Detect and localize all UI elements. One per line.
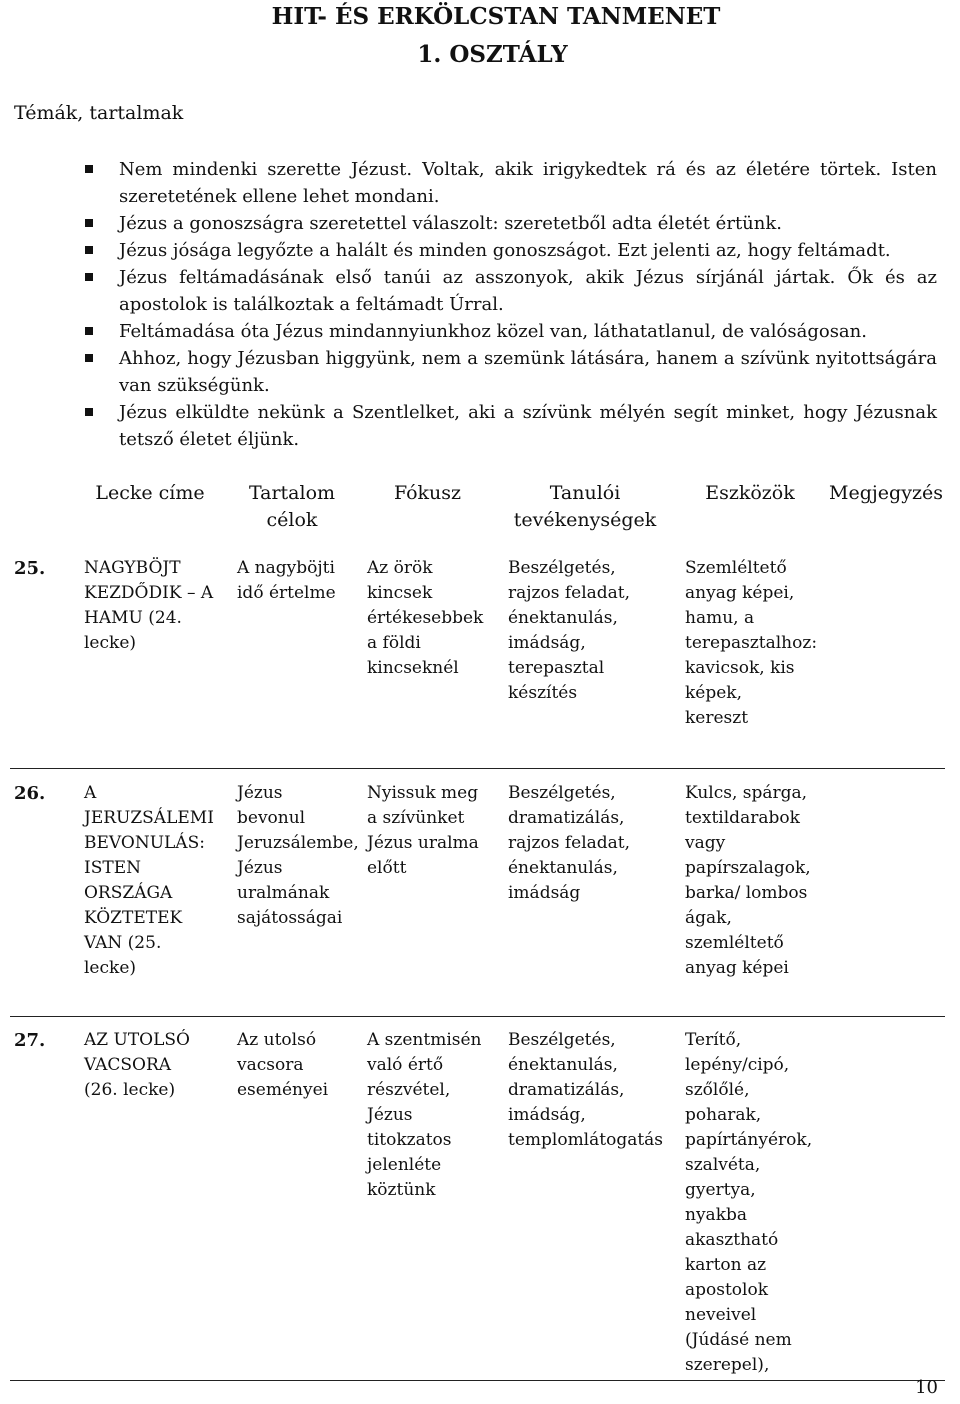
col-header-lesson-title: Lecke címe xyxy=(95,482,205,504)
topic-bullet-list xyxy=(85,156,937,453)
lesson-content: A nagyböjti idő értelme xyxy=(237,558,336,603)
square-bullet-icon xyxy=(85,219,93,227)
lesson-title: AZ UTOLSÓ VACSORA (26. lecke) xyxy=(84,1030,190,1100)
row-divider xyxy=(10,1380,945,1381)
square-bullet-icon xyxy=(85,246,93,254)
col-header-content-goals: Tartalom célok xyxy=(248,482,336,531)
bullet-item: Feltámadása óta Jézus mindannyiunkhoz közel van, láthatatlanul, de valóságosan. xyxy=(85,318,937,345)
lesson-content: Jézus bevonul Jeruzsálembe, Jézus uralmának sajátosságai xyxy=(237,783,359,928)
lesson-content: Az utolsó vacsora eseményei xyxy=(237,1030,329,1100)
col-header-notes: Megjegyzés xyxy=(829,482,943,504)
bullet-item: Ahhoz, hogy Jézusban higgyünk, nem a szemünk látására, hanem a szívünk nyitottságára van szükségünk. xyxy=(85,345,937,399)
lesson-tools: Szemléltető anyag képei, hamu, a terepasztalhoz: kavicsok, kis képek, kereszt xyxy=(685,558,818,728)
lesson-number: 26. xyxy=(14,783,46,804)
page-number: 10 xyxy=(915,1377,938,1398)
square-bullet-icon xyxy=(85,273,93,281)
topics-label: Témák, tartalmak xyxy=(14,102,184,124)
square-bullet-icon xyxy=(85,408,93,416)
lesson-focus: Az örök kincsek értékesebbek a földi kincseknél xyxy=(367,558,484,678)
bullet-item: Jézus feltámadásának első tanúi az asszonyok, akik Jézus sírjánál jártak. Ők és az apostolok is találkoztak a feltámadt Úrral. xyxy=(85,264,937,318)
bullet-item: Jézus a gonoszságra szeretettel válaszolt: szeretetből adta életét értünk. xyxy=(85,210,937,237)
lesson-tools: Kulcs, spárga, textildarabok vagy papírszalagok, barka/ lombos ágak, szemléltető anyag képei xyxy=(685,783,811,978)
square-bullet-icon xyxy=(85,327,93,335)
document-subtitle: 1. OSZTÁLY xyxy=(417,41,568,68)
col-header-tools: Eszközök xyxy=(705,482,795,504)
lesson-title: NAGYBÖJT KEZDŐDIK – A HAMU (24. lecke) xyxy=(84,558,214,653)
square-bullet-icon xyxy=(85,354,93,362)
lesson-focus: Nyissuk meg a szívünket Jézus uralma előtt xyxy=(367,783,479,878)
lesson-activities: Beszélgetés, rajzos feladat, énektanulás, imádság, terepasztal készítés xyxy=(508,558,631,703)
document-title: HIT- ÉS ERKÖLCSTAN TANMENET xyxy=(271,3,721,30)
lesson-title: A JERUZSÁLEMI BEVONULÁS: ISTEN ORSZÁGA KÖZTETEK VAN (25. lecke) xyxy=(84,783,214,978)
row-divider xyxy=(10,1016,945,1017)
lesson-activities: Beszélgetés, dramatizálás, rajzos feladat, énektanulás, imádság xyxy=(508,783,631,903)
lesson-number: 27. xyxy=(14,1030,46,1051)
col-header-activities: Tanulói tevékenységek xyxy=(513,482,657,531)
lesson-activities: Beszélgetés, énektanulás, dramatizálás, imádság, templomlátogatás xyxy=(508,1030,664,1150)
bullet-item: Nem mindenki szerette Jézust. Voltak, akik irigykedtek rá és az életére törtek. Isten szeretetének ellene lehet mondani. xyxy=(85,156,937,210)
bullet-item: Jézus elküldte nekünk a Szentlelket, aki a szívünk mélyén segít minket, hogy Jézusnak tetsző életet éljünk. xyxy=(85,399,937,453)
col-header-focus: Fókusz xyxy=(393,482,462,504)
bullet-item: Jézus jósága legyőzte a halált és minden gonoszságot. Ezt jelenti az, hogy feltámadt. xyxy=(85,237,937,264)
square-bullet-icon xyxy=(85,165,93,173)
lesson-focus: A szentmisén való értő részvétel, Jézus titokzatos jelenléte köztünk xyxy=(367,1030,482,1200)
lesson-number: 25. xyxy=(14,558,46,579)
row-divider xyxy=(10,768,945,769)
lesson-tools: Terítő, lepény/cipó, szőlőlé, poharak, papírtányérok, szalvéta, gyertya, nyakba akasztható karton az apostolok neveivel (Júdásé nem szerepel), xyxy=(685,1030,813,1375)
